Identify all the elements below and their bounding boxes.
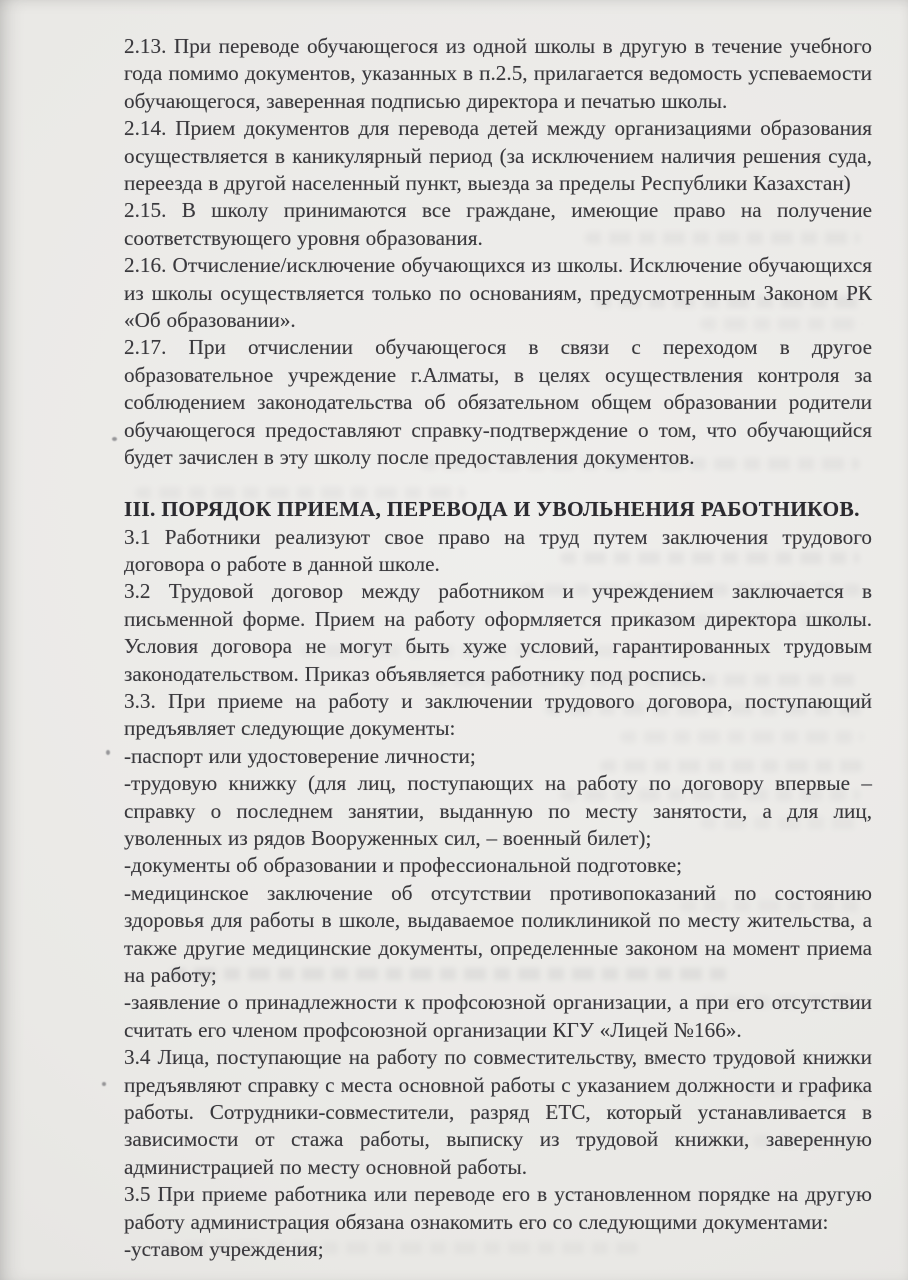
scan-speck [102, 1082, 106, 1086]
paragraph-3-3: 3.3. При приеме на работу и заключении трудового договора, поступающий предъявляет следующие документы: [124, 688, 872, 741]
paragraph-2-13: 2.13. При переводе обучающегося из одной школы в другую в течение учебного года помимо документов, указанных в п.2.5, прилагается ведомость успеваемости обучающегося, заверенная подписью директора и печатью школы. [124, 34, 872, 113]
paragraph-3-5: 3.5 При приеме работника или переводе его в установленном порядке на другую работу администрация обязана ознакомить его со следующими документами: [124, 1182, 872, 1234]
paragraph-2-16: 2.16. Отчисление/исключение обучающихся из школы. Исключение обучающихся из школы осуществляется только по основаниям, предусмотренным Законом РК «Об образовании». [124, 253, 872, 333]
list-item-union: -заявление о принадлежности к профсоюзной организации, а при его отсутствии считать его членом профсоюзной организации КГУ «Лицей №166». [124, 990, 872, 1042]
scan-speck [106, 750, 110, 755]
paragraph-2-15: 2.15. В школу принимаются все граждане, имеющие право на получение соответствующего уровня образования. [124, 198, 872, 250]
list-item-passport: -паспорт или удостоверение личности; [124, 743, 476, 768]
scan-speck [112, 437, 117, 441]
list-item-work-record: -трудовую книжку (для лиц, поступающих на работу по договору впервые – справку о последнем занятии, выданную по месту занятости, а для лиц, уволенных из рядов Вооруженных сил, – военный билет); [124, 771, 872, 850]
list-item-education-docs: -документы об образовании и профессиональной подготовке; [124, 853, 683, 878]
section-heading-iii: III. ПОРЯДОК ПРИЕМА, ПЕРЕВОДА И УВОЛЬНЕНИЯ РАБОТНИКОВ. [124, 496, 860, 521]
list-item-charter: -уставом учреждения; [124, 1237, 324, 1262]
paragraph-3-4: 3.4 Лица, поступающие на работу по совместительству, вместо трудовой книжки предъявляют справку с места основной работы с указанием должности и графика работы. Сотрудники-совместители, разряд ЕТС, который устанавливается в зависимости от стажа работы, выписку из трудовой книжки, заверенную администрацией по месту основной работы. [124, 1045, 872, 1179]
paragraph-2-14: 2.14. Прием документов для перевода детей между организациями образования осуществляется в каникулярный период (за исключением наличия решения суда, переезда в другой населенный пункт, выезда за пределы Республики Казахстан) [124, 116, 872, 196]
paragraph-2-17: 2.17. При отчислении обучающегося в связи с переходом в другое образовательное учреждение г.Алматы, в целях осуществления контроля за соблюдением законодательства об обязательном общем образовании родители обучающегося предоставляют справку-подтверждение о том, что обучающийся будет зачислен в эту школу после предоставления документов. [124, 335, 872, 470]
paragraph-3-2: 3.2 Трудовой договор между работником и учреждением заключается в письменной форме. Прием на работу оформляется приказом директора школы. Условия договора не могут быть хуже условий, гарантированных трудовым законодательством. Приказ объявляется работнику под роспись. [124, 579, 872, 686]
paragraph-3-1: 3.1 Работники реализуют свое право на труд путем заключения трудового договора о работе в данной школе. [124, 524, 872, 576]
document-text-column [124, 33, 872, 1263]
list-item-medical: -медицинское заключение об отсутствии противопоказаний по состоянию здоровья для работы в школе, выдаваемое поликлиникой по месту жительства, а также другие медицинские документы, определенные законом на момент приема на работу; [124, 880, 872, 987]
